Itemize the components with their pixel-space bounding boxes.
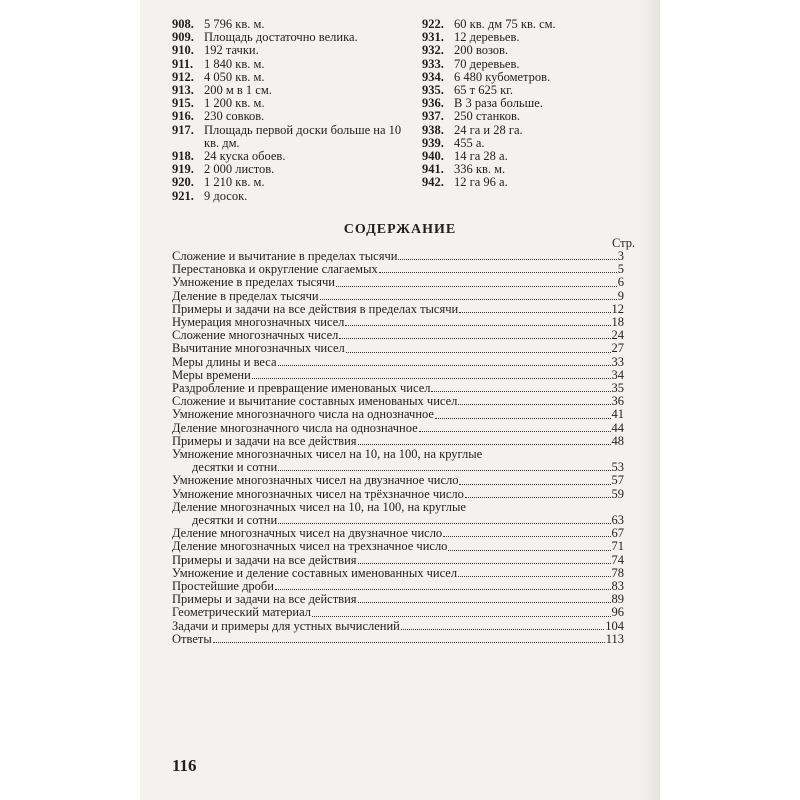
toc-leader-dots [358, 443, 611, 445]
toc-entry [172, 620, 624, 633]
toc-leader-dots [213, 641, 605, 643]
answer-number: 921. [172, 188, 194, 203]
toc-entry-title: Простейшие дроби [172, 579, 274, 594]
toc-entry-title: Нумерация многозначных чисел [172, 315, 345, 330]
toc-leader-dots [431, 390, 610, 392]
toc-entry-title: Меры длины и веса [172, 354, 277, 369]
toc-entry-page: 113 [605, 631, 624, 646]
answer-text: 1 210 кв. м. [204, 175, 265, 190]
answer-text: 4 050 кв. м. [204, 69, 265, 84]
answer-item [172, 58, 412, 71]
toc-entry-page: 41 [611, 407, 624, 422]
answer-number: 920. [172, 175, 194, 190]
answer-number: 936. [422, 96, 444, 111]
toc-entry [172, 356, 624, 369]
answer-item [172, 44, 412, 57]
toc-entry-line: Деление многозначных чисел на 10, на 100, на круглые [172, 499, 466, 514]
toc-entry-title: Вычитание многозначных чисел [172, 341, 345, 356]
answer-text: 70 деревьев. [454, 56, 520, 71]
toc-entry-page: 53 [611, 460, 624, 475]
answer-text: 455 а. [454, 135, 485, 150]
toc-entry-title: Умножение в пределах тысячи [172, 275, 335, 290]
toc-entry-page: 57 [611, 473, 624, 488]
answer-text: 24 га и 28 га. [454, 122, 523, 137]
toc-entry [172, 422, 624, 435]
page-number: 116 [172, 756, 197, 775]
toc-leader-dots [278, 469, 610, 471]
toc-entry-page: 35 [611, 381, 624, 396]
toc-entry-title: Умножение и деление составных именованных чисел [172, 565, 458, 580]
toc-leader-dots [345, 324, 610, 326]
answer-number: 931. [422, 30, 444, 45]
answer-number: 913. [172, 83, 194, 98]
toc-entry-title: Умножение многозначных чисел на двузначное число [172, 473, 459, 488]
toc-entry-title: Умножение многозначного числа на однозначное [172, 407, 434, 422]
answer-number: 937. [422, 109, 444, 124]
toc-leader-dots [459, 483, 610, 485]
answer-text: 1 200 кв. м. [204, 96, 265, 111]
toc-entry-title: Сложение и вычитание составных именованых чисел [172, 394, 458, 409]
toc-entry-title: Раздробление и превращение именованых чисел [172, 381, 431, 396]
toc-entry-title: Ответы [172, 631, 212, 646]
answer-item [422, 110, 632, 123]
answer-number: 916. [172, 109, 194, 124]
toc-entry-title: Задачи и примеры для устных вычислений [172, 618, 400, 633]
toc-entry [172, 488, 624, 501]
answer-text: Площадь первой доски больше на 10 кв. дм. [204, 122, 402, 150]
answer-number: 910. [172, 43, 194, 58]
answers-left-column [172, 18, 412, 203]
toc-leader-dots [443, 535, 610, 537]
toc-leader-dots [336, 285, 617, 287]
answer-number: 938. [422, 122, 444, 137]
answer-text: 12 деревьев. [454, 30, 520, 45]
answer-number: 933. [422, 56, 444, 71]
toc-entry-page: 67 [611, 526, 624, 541]
answer-number: 939. [422, 135, 444, 150]
toc-entry-title: Деление многозначного числа на однозначное [172, 420, 418, 435]
toc-entry [172, 276, 624, 289]
toc-entry-page: 89 [611, 592, 624, 607]
answer-text: 65 т 625 кг. [454, 83, 514, 98]
toc-leader-dots [278, 522, 610, 524]
toc-entry-title: Примеры и задачи на все действия [172, 433, 357, 448]
answer-text: 200 возов. [454, 43, 509, 58]
toc-entry-page: 34 [611, 367, 624, 382]
answer-number: 908. [172, 17, 194, 31]
toc-leader-dots [465, 496, 611, 498]
toc-entry [172, 606, 624, 619]
answer-text: Площадь достаточно велика. [204, 30, 358, 45]
answer-number: 932. [422, 43, 444, 58]
toc-leader-dots [458, 403, 610, 405]
toc-entry [172, 633, 624, 646]
answer-number: 915. [172, 96, 194, 111]
toc-entry-title: Примеры и задачи на все действия [172, 592, 357, 607]
answer-item [172, 110, 412, 123]
toc-leader-dots [379, 271, 617, 273]
toc-entry-title: Сложение многозначных чисел [172, 328, 339, 343]
table-of-contents [172, 250, 624, 646]
toc-entry-title: Примеры и задачи на все действия в пределах тысячи [172, 301, 459, 316]
answer-number: 911. [172, 56, 194, 71]
answer-number: 912. [172, 69, 194, 84]
answer-text: 2 000 листов. [204, 162, 275, 177]
toc-entry [172, 290, 624, 303]
answer-text: 12 га 96 а. [454, 175, 508, 190]
toc-entry-title: десятки и сотни [192, 513, 278, 528]
answer-item [172, 190, 412, 203]
toc-leader-dots [358, 562, 611, 564]
toc-entry-page: 5 [617, 262, 624, 277]
toc-entry-title: Умножение многозначных чисел на трёхзначное число [172, 486, 464, 501]
page-column-label: Стр. [612, 236, 636, 250]
toc-leader-dots [346, 351, 611, 353]
answer-text: 1 840 кв. м. [204, 56, 265, 71]
toc-entry-page: 36 [611, 394, 624, 409]
toc-leader-dots [320, 298, 617, 300]
toc-entry [172, 554, 624, 567]
contents-heading: СОДЕРЖАНИЕ [343, 222, 457, 237]
answer-text: 14 га 28 а. [454, 149, 508, 164]
answers-right-column [422, 18, 632, 190]
toc-entry-page: 71 [611, 539, 624, 554]
answer-number: 940. [422, 149, 444, 164]
toc-entry-title: Деление в пределах тысячи [172, 288, 319, 303]
toc-entry-page: 24 [611, 328, 624, 343]
answer-number: 922. [422, 17, 444, 31]
toc-entry-page: 6 [617, 275, 624, 290]
toc-entry [172, 342, 624, 355]
answer-number: 942. [422, 175, 444, 190]
answer-text: 24 куска обоев. [204, 149, 286, 164]
toc-entry-title: Деление многозначных чисел на двузначное число [172, 526, 443, 541]
answer-number: 941. [422, 162, 444, 177]
toc-entry-title: Меры времени [172, 367, 251, 382]
toc-entry-page: 74 [611, 552, 624, 567]
toc-entry-title: Перестановка и округление слагаемых [172, 262, 378, 277]
toc-leader-dots [459, 311, 610, 313]
toc-entry-page: 48 [611, 433, 624, 448]
answer-item [422, 58, 632, 71]
toc-leader-dots [358, 601, 611, 603]
answer-number: 935. [422, 83, 444, 98]
toc-entry-page: 27 [611, 341, 624, 356]
toc-entry-line: Умножение многозначных чисел на 10, на 100, на круглые [172, 447, 483, 462]
answer-text: 192 тачки. [204, 43, 259, 58]
answer-number: 934. [422, 69, 444, 84]
answer-text: 200 м в 1 см. [204, 83, 272, 98]
toc-entry-page: 18 [611, 315, 624, 330]
answer-number: 917. [172, 122, 194, 137]
toc-entry [172, 540, 624, 553]
toc-entry-page: 78 [611, 565, 624, 580]
answer-text: 9 досок. [204, 188, 248, 203]
toc-leader-dots [252, 377, 611, 379]
toc-entry-page: 9 [617, 288, 624, 303]
toc-entry [172, 408, 624, 421]
toc-entry-page: 44 [611, 420, 624, 435]
toc-leader-dots [339, 337, 610, 339]
toc-leader-dots [275, 588, 611, 590]
answer-text: 336 кв. м. [454, 162, 506, 177]
toc-entry-page: 59 [611, 486, 624, 501]
answer-text: 6 480 кубометров. [454, 69, 551, 84]
answer-item [172, 176, 412, 189]
toc-entry-page: 12 [611, 301, 624, 316]
toc-entry-page: 83 [611, 579, 624, 594]
toc-leader-dots [435, 417, 611, 419]
toc-entry-page: 3 [617, 249, 624, 263]
answer-item [422, 44, 632, 57]
page-edge-shadow [640, 0, 660, 800]
toc-leader-dots [312, 615, 610, 617]
answer-item [422, 176, 632, 189]
toc-entry-title: Примеры и задачи на все действия [172, 552, 357, 567]
toc-leader-dots [458, 575, 610, 577]
toc-leader-dots [419, 430, 611, 432]
answers-section [172, 17, 632, 203]
toc-entry [172, 474, 624, 487]
toc-entry-page: 33 [611, 354, 624, 369]
toc-entry-title: Геометрический материал [172, 605, 312, 620]
answer-text: 230 совков. [204, 109, 265, 124]
toc-leader-dots [278, 364, 611, 366]
toc-entry-page: 96 [611, 605, 624, 620]
toc-leader-dots [448, 549, 610, 551]
answer-number: 919. [172, 162, 194, 177]
answer-number: 909. [172, 30, 194, 45]
toc-entry-page: 63 [611, 513, 624, 528]
toc-entry-page: 104 [605, 618, 624, 633]
answer-text: 250 станков. [454, 109, 520, 124]
toc-entry-title: Деление многозначных чисел на трехзначное число [172, 539, 448, 554]
toc-entry-title: десятки и сотни [192, 460, 278, 475]
toc-leader-dots [398, 258, 616, 260]
toc-entry-title: Сложение и вычитание в пределах тысячи [172, 249, 398, 263]
answer-item [172, 124, 412, 150]
answer-text: В 3 раза больше. [454, 96, 543, 111]
answer-item [422, 124, 632, 137]
answer-number: 918. [172, 149, 194, 164]
answer-text: 5 796 кв. м. [204, 17, 265, 31]
answer-text: 60 кв. дм 75 кв. см. [454, 17, 556, 31]
toc-leader-dots [401, 628, 604, 630]
